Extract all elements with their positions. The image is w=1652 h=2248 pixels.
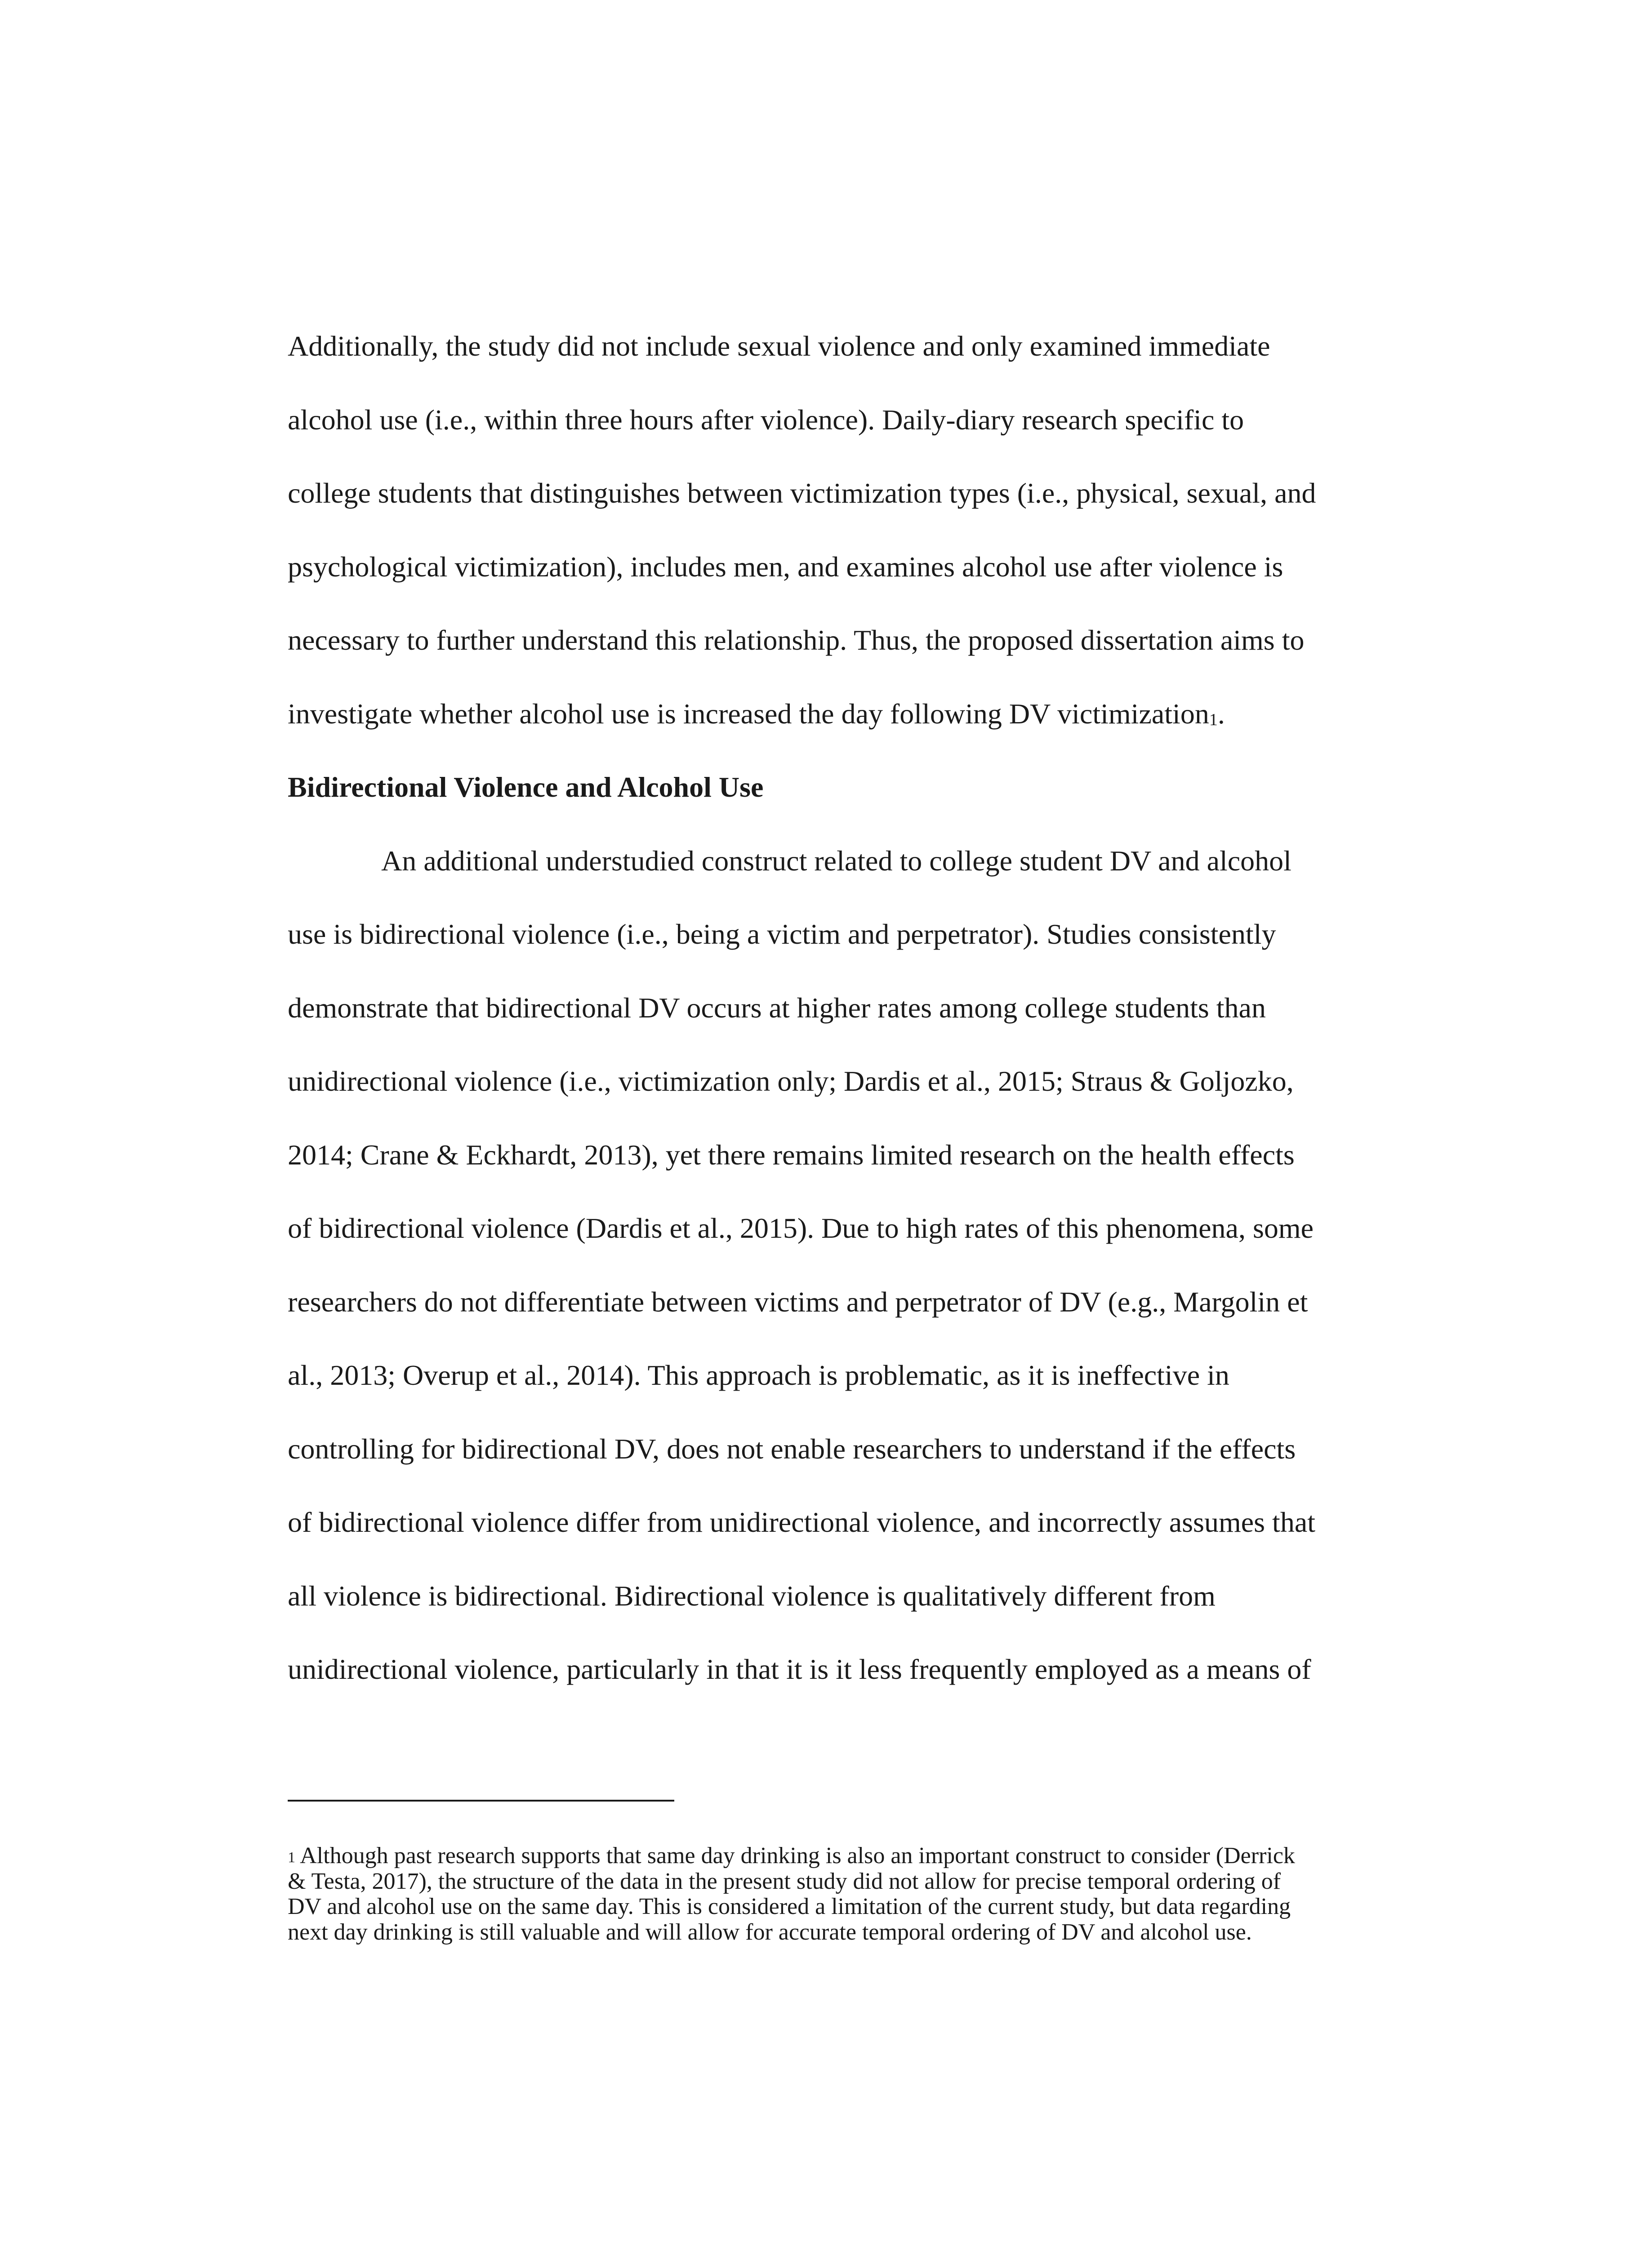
body-text — [288, 309, 1438, 1706]
footnote-mark: 1 — [288, 1849, 295, 1866]
paragraph-line: college students that distinguishes between victimization types (i.e., physical, sexual, and — [288, 477, 1316, 509]
paragraph-line: all violence is bidirectional. Bidirectional violence is qualitatively different from — [288, 1579, 1216, 1612]
section-heading: Bidirectional Violence and Alcohol Use — [288, 771, 764, 803]
paragraph-line-text: investigate whether alcohol use is increased the day following DV victimization — [288, 697, 1209, 730]
paragraph-line: al., 2013; Overup et al., 2014). This approach is problematic, as it is ineffective in — [288, 1359, 1229, 1391]
paragraph-line: unidirectional violence, particularly in that it is it less frequently employed as a means of — [288, 1653, 1311, 1685]
paragraph-line-with-footnote-ref — [288, 677, 1438, 751]
paragraph-line: Additionally, the study did not include sexual violence and only examined immediate — [288, 330, 1270, 362]
paragraph-line: researchers do not differentiate between victims and perpetrator of DV (e.g., Margolin et — [288, 1285, 1308, 1318]
paragraph-line: psychological victimization), includes men, and examines alcohol use after violence is — [288, 550, 1283, 583]
paragraph-line: demonstrate that bidirectional DV occurs at higher rates among college students than — [288, 991, 1266, 1024]
footnote-line: & Testa, 2017), the structure of the data in the present study did not allow for precise temporal ordering of — [288, 1868, 1281, 1894]
paragraph-line: of bidirectional violence (Dardis et al., 2015). Due to high rates of this phenomena, some — [288, 1212, 1314, 1244]
footnote-separator — [288, 1800, 674, 1802]
footnote-reference: 1 — [1209, 710, 1218, 729]
paragraph-line: unidirectional violence (i.e., victimization only; Dardis et al., 2015; Straus & Goljozko, — [288, 1065, 1294, 1097]
paragraph-line: 2014; Crane & Eckhardt, 2013), yet there remains limited research on the health effects — [288, 1138, 1295, 1171]
paragraph-line: alcohol use (i.e., within three hours after violence). Daily-diary research specific to — [288, 403, 1244, 436]
footnote-line: DV and alcohol use on the same day. This is considered a limitation of the current study, but data regarding — [288, 1894, 1291, 1919]
paragraph-line: of bidirectional violence differ from unidirectional violence, and incorrectly assumes that — [288, 1506, 1315, 1538]
footnote — [288, 1843, 1438, 1945]
paragraph-line: use is bidirectional violence (i.e., being a victim and perpetrator). Studies consistently — [288, 918, 1276, 950]
footnote-line-text: Although past research supports that same day drinking is also an important construct to consider (Derrick — [295, 1843, 1295, 1869]
paragraph-line: An additional understudied construct related to college student DV and alcohol — [381, 844, 1291, 877]
paragraph-line: controlling for bidirectional DV, does not enable researchers to understand if the effects — [288, 1432, 1296, 1465]
sentence-end: . — [1217, 697, 1225, 730]
footnote-line: next day drinking is still valuable and will allow for accurate temporal ordering of DV and alcohol use. — [288, 1919, 1252, 1945]
paragraph-line: necessary to further understand this relationship. Thus, the proposed dissertation aims to — [288, 624, 1305, 656]
footnote-line — [288, 1843, 1438, 1869]
